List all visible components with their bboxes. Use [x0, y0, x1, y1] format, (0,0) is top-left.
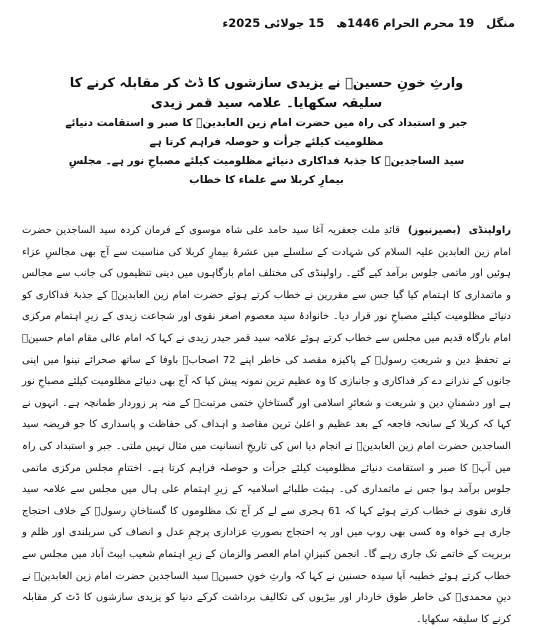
article-text: قائدِ ملت جعفریہ آغا سید حامد علی شاہ موسوی کے فرمان کردہ سید الساجدین حضرت امام زین العابدین علیہ السلام کی شہادت کے سلسلے میں عشرۂ بیمارِ کربلا کی مناسبت سے آج بھی مجالسِ عزاء ہوئیں اور ماتمی جلوس برآمد کیے گئے۔ راولپنڈی کی مختلف امام بارگاہوں میں دینی تنظیموں کی جانب سے مجالس و ماتمداری کا اہتمام کیا گیا جس سے مقررین نے خطاب کرتے ہوئے حضرت امام زین العابدینؑ کے جذبۂ فداکاری کو دنیائے مظلومیت کیلئے مصباحِ نور قرار دیا۔ خانوادۂ سید معصوم اصغر نقوی اور شجاعت زیدی کے زیرِ اہتمام مرکزی امام بارگاہ قدیم میں مجلس سے خطاب کرتے ہوئے علامہ سید قمر حیدر زیدی نے کہا کہ امام عالی مقام امام حسینؑ نے تحفظِ دین و شریعتِ رسولؐ کے پاکیزہ مقصد کی خاطر اپنے 72 اصحابؓ باوفا کے ساتھ صحرائے نینوا میں اپنی جانوں کے نذرانے دے کر فداکاری و جانبازی کا وہ عظیم ترین نمونہ پیش کیا کہ آج بھی دنیائے مظلومیت کیلئے مصباحِ نور ہے اور دشمنانِ دین و شریعت و شعائرِ اسلامی اور گستاخانِ ختمی مرتبتؐ کے منہ پر زوردار طمانچہ ہے۔ انہوں نے کہا کہ کربلا کے سانحہ فاجعہ کے بعد عظیم و اعلیٰ ترین مقاصد و اہداف کی حفاظت و پاسداری کا جو فریضہ سید الساجدین حضرت امام زین العابدینؑ نے انجام دیا اس کی تاریخِ انسانیت میں مثال نہیں ملتی۔ جبر و استبداد کی راہ میں آپؑ کا صبر و استقامت دنیائے مظلومیت کیلئے جرأت و حوصلہ فراہم کرتا ہے۔ اختتامِ مجلس مرکزی ماتمی جلوس برآمد ہوا جس نے ماتمداری کی۔ ہیئت طلبائے اسلامیہ کے زیرِ اہتمام علی ہال میں مجلس سے علامہ سید قاری نقوی نے خطاب کرتے ہوئے کہا کہ 61 ہجری سے لے کر آج تک مظلوموں کا گستاخانِ رسولؐ کے خلاف احتجاج جاری ہے خواہ وہ کسی بھی روپ میں اور یہ احتجاج بصورتِ عزاداری پرچمِ عدل و انصاف کی سربلندی اور ظلم و بربریت کے خاتمے تک جاری رہے گا۔ انجمن کنیزانِ امام العصر والزمان کے زیرِ اہتمام شعیب ایبٹ آباد میں مجلس سے خطاب کرتے ہوئے خطیبہ آپا سیدہ حسنین نے کہا کہ وارثِ خونِ حسینؑ سید الساجدین حضرت امام زین العابدینؑ نے دینِ محمدیؐ کی خاطر طوق خاردار اور بیڑیوں کی تکالیف برداشت کرکے دنیا کو یزیدی سازشوں کا ڈٹ کر مقابلہ کرنے کا سلیقہ سکھایا۔ — [22, 225, 511, 625]
article-place: راولپنڈی — [468, 225, 512, 236]
dateline — [18, 14, 515, 36]
article-body — [18, 220, 515, 630]
article-paragraph — [22, 220, 511, 630]
subhead-1: جبر و استبداد کی راہ میں حضرت امام زین العابدینؑ کا صبر و استقامت دنیائے مظلومیت کیلئے جرأت و حوصلہ فراہم کرتا ہے — [65, 117, 468, 148]
article-agency: (بصیرنیوز) — [407, 225, 461, 236]
dateline-hijri: 19 محرم الحرام 1446ھ — [336, 16, 475, 30]
dateline-gregorian: 15 جولائی 2025ء — [222, 16, 325, 30]
subheads — [18, 114, 515, 190]
headline: وارثِ خونِ حسینؑ نے یزیدی سازشوں کا ڈٹ کر مقابلہ کرنے کا سلیقہ سکھایا۔ علامہ سید قمر زیدی — [69, 76, 464, 111]
subhead-2: سید الساجدینؑ کا جذبۂ فداکاری دنیائے مظلومیت کیلئے مصباحِ نور ہے۔ مجلسِ بیمارِ کربلا سے علماء کا خطاب — [68, 155, 465, 186]
dateline-weekday: منگل — [486, 16, 515, 30]
